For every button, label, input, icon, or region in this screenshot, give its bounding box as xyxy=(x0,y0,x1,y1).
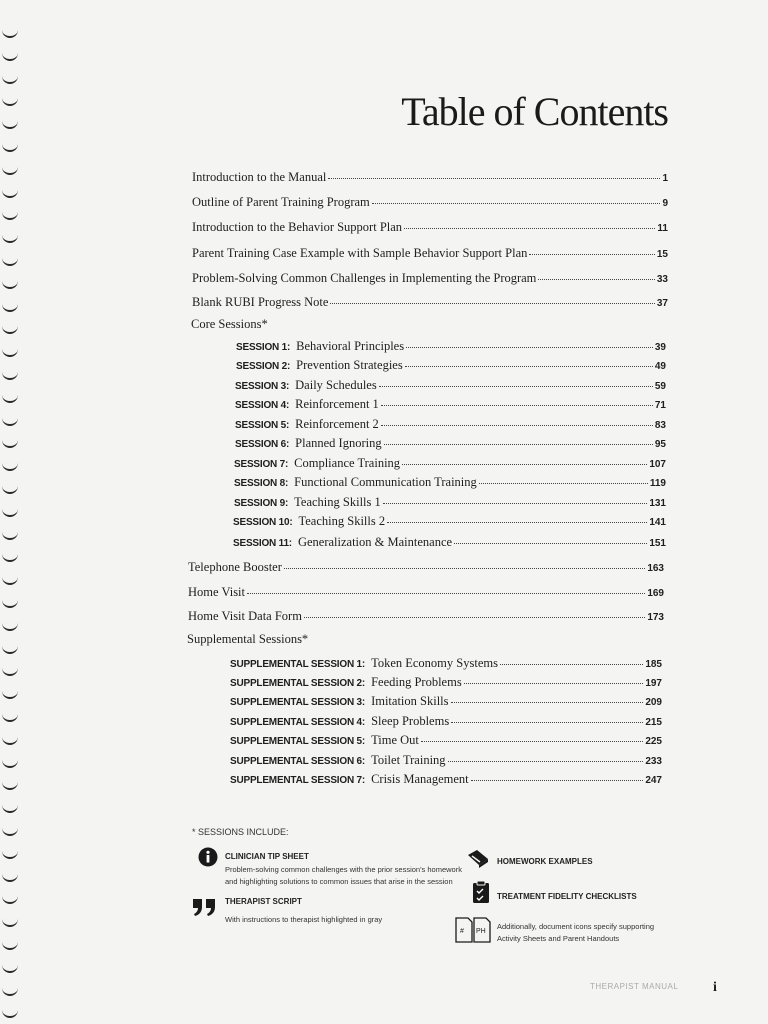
binding-ring xyxy=(2,165,18,175)
toc-entry[interactable] xyxy=(192,170,668,185)
session-number: SUPPLEMENTAL SESSION 7: xyxy=(230,775,366,786)
footer-label: THERAPIST MANUAL xyxy=(590,982,679,991)
binding-ring xyxy=(2,1008,18,1018)
binding-ring xyxy=(2,119,18,129)
core-session-entry[interactable] xyxy=(235,378,666,393)
core-session-entry[interactable] xyxy=(235,417,666,432)
supplemental-session-entry[interactable] xyxy=(230,733,662,748)
toc-entry[interactable] xyxy=(192,295,668,310)
binding-ring xyxy=(2,826,18,836)
dot-leader xyxy=(454,542,647,544)
binding-ring xyxy=(2,324,18,334)
binding-ring xyxy=(2,256,18,266)
toc-entry-label: Home Visit xyxy=(188,585,246,599)
toc-entry-label: Teaching Skills 1 xyxy=(294,495,381,509)
toc-entry-label: Home Visit Data Form xyxy=(188,609,302,623)
binding-ring xyxy=(2,507,18,517)
session-number: SESSION 10: xyxy=(233,517,293,528)
binding-ring xyxy=(2,461,18,471)
binding-ring xyxy=(2,644,18,654)
toc-entry-page: 185 xyxy=(645,659,662,670)
binding-ring xyxy=(2,416,18,426)
toc-entry[interactable] xyxy=(192,271,668,286)
toc-entry-page: 173 xyxy=(647,612,664,623)
toc-entry-page: 169 xyxy=(647,588,664,599)
toc-entry-label: Reinforcement 2 xyxy=(295,417,379,431)
dot-leader xyxy=(379,385,653,387)
binding-ring xyxy=(2,803,18,813)
homework-examples-title: HOMEWORK EXAMPLES xyxy=(497,857,593,866)
toc-entry-label: Crisis Management xyxy=(371,772,469,786)
toc-entry[interactable] xyxy=(188,585,664,600)
binding-ring xyxy=(2,872,18,882)
binding-ring xyxy=(2,438,18,448)
dot-leader xyxy=(381,424,653,426)
dot-leader xyxy=(383,502,648,504)
dot-leader xyxy=(464,682,644,684)
quote-icon xyxy=(192,897,218,917)
dot-leader xyxy=(304,616,645,618)
toc-entry-label: Compliance Training xyxy=(294,456,401,470)
toc-entry-label: Introduction to the Manual xyxy=(192,170,327,184)
binding-ring xyxy=(2,712,18,722)
toc-entry-page: 163 xyxy=(647,563,664,574)
toc-entry-page: 107 xyxy=(649,459,666,470)
session-number: SESSION 9: xyxy=(234,498,289,509)
toc-entry[interactable] xyxy=(192,220,668,235)
supplemental-session-entry[interactable] xyxy=(230,714,662,729)
core-sessions-heading: Core Sessions* xyxy=(191,317,268,331)
clinician-tip-sheet-desc-line2: and highlighting solutions to common issues that arise in the session xyxy=(225,877,453,886)
session-number: SESSION 1: xyxy=(236,342,291,353)
supplemental-sessions-heading: Supplemental Sessions* xyxy=(187,632,309,646)
toc-entry-page: 197 xyxy=(645,678,662,689)
toc-entry-label: Planned Ignoring xyxy=(295,436,382,450)
dot-leader xyxy=(448,760,644,762)
page-title: Table of Contents xyxy=(401,89,668,134)
binding-ring xyxy=(2,940,18,950)
toc-entry-label: Outline of Parent Training Program xyxy=(192,195,370,209)
supplemental-session-entry[interactable] xyxy=(230,656,662,671)
binding-ring xyxy=(2,347,18,357)
toc-entry-label: Introduction to the Behavior Support Plan xyxy=(192,220,403,234)
binding-ring xyxy=(2,279,18,289)
core-session-entry[interactable] xyxy=(236,358,666,373)
toc-entry-page: 9 xyxy=(662,198,668,209)
core-session-entry[interactable] xyxy=(235,436,666,451)
toc-entry-page: 233 xyxy=(645,756,662,767)
dot-leader xyxy=(451,721,643,723)
binding-ring xyxy=(2,484,18,494)
dot-leader xyxy=(284,567,645,569)
session-number: SESSION 4: xyxy=(235,400,290,411)
toc-entry[interactable] xyxy=(192,195,668,210)
binding-ring xyxy=(2,849,18,859)
binding-ring xyxy=(2,666,18,676)
dot-leader xyxy=(421,740,643,742)
clipboard-icon xyxy=(472,880,490,904)
toc-entry-page: 39 xyxy=(654,342,666,353)
toc-entry-page: 215 xyxy=(645,717,662,728)
session-number: SUPPLEMENTAL SESSION 4: xyxy=(230,717,366,728)
binding-ring xyxy=(2,51,18,61)
binding-ring xyxy=(2,210,18,220)
dot-leader xyxy=(500,663,643,665)
toc-entry-label: Toilet Training xyxy=(371,753,446,767)
binding-ring xyxy=(2,96,18,106)
toc-entry-label: Behavioral Principles xyxy=(296,339,405,353)
toc-entry-label: Time Out xyxy=(371,733,419,747)
toc-entry-label: Sleep Problems xyxy=(371,714,450,728)
toc-entry-page: 151 xyxy=(649,538,666,549)
core-session-entry[interactable] xyxy=(234,495,666,510)
parent-handout-icon-label: PH xyxy=(476,928,486,935)
clinician-tip-sheet-desc-line1: Problem-solving common challenges with the prior session's homework xyxy=(225,865,462,874)
dot-leader xyxy=(529,253,654,255)
toc-entry-page: 11 xyxy=(657,223,668,234)
toc-entry-page: 15 xyxy=(656,249,668,260)
session-number: SESSION 11: xyxy=(233,538,292,549)
binding-ring xyxy=(2,302,18,312)
binding-ring xyxy=(2,188,18,198)
binding-ring xyxy=(2,963,18,973)
binding-ring xyxy=(2,689,18,699)
core-session-entry[interactable] xyxy=(234,475,666,490)
dot-leader xyxy=(402,463,647,465)
dot-leader xyxy=(404,227,655,229)
dot-leader xyxy=(384,443,653,445)
session-number: SUPPLEMENTAL SESSION 2: xyxy=(230,678,366,689)
toc-entry-page: 37 xyxy=(656,298,668,309)
binding-ring xyxy=(2,621,18,631)
toc-entry-page: 33 xyxy=(656,274,668,285)
session-number: SUPPLEMENTAL SESSION 6: xyxy=(230,756,366,767)
toc-entry-label: Feeding Problems xyxy=(371,675,462,689)
binding-ring xyxy=(2,780,18,790)
binding-ring xyxy=(2,894,18,904)
session-number: SUPPLEMENTAL SESSION 5: xyxy=(230,736,366,747)
info-icon xyxy=(198,847,218,867)
dot-leader xyxy=(387,521,647,523)
binding-ring xyxy=(2,986,18,996)
session-number: SESSION 6: xyxy=(235,439,290,450)
toc-entry-page: 95 xyxy=(654,439,666,450)
dot-leader xyxy=(538,278,654,280)
session-number: SESSION 7: xyxy=(234,459,289,470)
supplemental-session-entry[interactable] xyxy=(230,675,662,690)
toc-entry-page: 247 xyxy=(645,775,662,786)
core-session-entry[interactable] xyxy=(236,339,666,354)
pencil-icon xyxy=(466,849,490,869)
binding-ring xyxy=(2,758,18,768)
page-number: i xyxy=(713,980,717,995)
toc-entry-page: 49 xyxy=(654,361,666,372)
dot-leader xyxy=(471,779,644,781)
document-icon xyxy=(454,917,494,943)
dot-leader xyxy=(328,177,660,179)
core-session-entry[interactable] xyxy=(234,456,666,471)
toc-entry-page: 131 xyxy=(649,498,666,509)
toc-entry-page: 1 xyxy=(662,173,668,184)
supplemental-session-entry[interactable] xyxy=(230,694,662,709)
supplemental-session-entry[interactable] xyxy=(230,753,662,768)
toc-entry-label: Problem-Solving Common Challenges in Implementing the Program xyxy=(192,271,537,285)
toc-entry-label: Telephone Booster xyxy=(188,560,282,574)
dot-leader xyxy=(247,592,645,594)
binding-ring xyxy=(2,233,18,243)
binding-ring xyxy=(2,142,18,152)
binding-ring xyxy=(2,552,18,562)
session-number: SESSION 2: xyxy=(236,361,291,372)
therapist-script-desc: With instructions to therapist highlighted in gray xyxy=(225,915,383,924)
toc-entry-label: Parent Training Case Example with Sample Behavior Support Plan xyxy=(192,246,528,260)
session-number: SUPPLEMENTAL SESSION 3: xyxy=(230,697,366,708)
toc-entry[interactable] xyxy=(192,246,668,261)
dot-leader xyxy=(479,482,648,484)
session-number: SESSION 3: xyxy=(235,381,290,392)
toc-entry[interactable] xyxy=(188,560,664,575)
document-icons-desc-line1: Additionally, document icons specify supporting xyxy=(497,922,655,931)
binding-ring xyxy=(2,917,18,927)
toc-entry-page: 71 xyxy=(654,400,666,411)
activity-sheet-icon-label: # xyxy=(460,928,464,935)
dot-leader xyxy=(405,365,653,367)
core-session-entry[interactable] xyxy=(233,535,666,550)
session-number: SUPPLEMENTAL SESSION 1: xyxy=(230,659,366,670)
toc-entry-label: Prevention Strategies xyxy=(296,358,403,372)
toc-entry-label: Generalization & Maintenance xyxy=(297,535,453,549)
core-session-entry[interactable] xyxy=(235,397,666,412)
binding-ring xyxy=(2,393,18,403)
binding-ring xyxy=(2,530,18,540)
toc-entry-label: Daily Schedules xyxy=(295,378,377,392)
session-number: SESSION 8: xyxy=(234,478,289,489)
binding-ring xyxy=(2,370,18,380)
binding-ring xyxy=(2,575,18,585)
supplemental-session-entry[interactable] xyxy=(230,772,662,787)
toc-entry-label: Reinforcement 1 xyxy=(295,397,379,411)
binding-ring xyxy=(2,74,18,84)
toc-entry-page: 141 xyxy=(649,517,666,528)
spiral-binding xyxy=(0,0,40,1024)
core-session-entry[interactable] xyxy=(233,514,666,529)
dot-leader xyxy=(330,302,654,304)
clinician-tip-sheet-title: CLINICIAN TIP SHEET xyxy=(225,852,309,861)
dot-leader xyxy=(381,404,653,406)
binding-ring xyxy=(2,598,18,608)
session-number: SESSION 5: xyxy=(235,420,290,431)
document-icons-desc-line2: Activity Sheets and Parent Handouts xyxy=(497,934,620,943)
toc-entry[interactable] xyxy=(188,609,664,624)
therapist-script-title: THERAPIST SCRIPT xyxy=(225,897,302,906)
legend-heading: * SESSIONS INCLUDE: xyxy=(192,827,289,837)
toc-entry-page: 209 xyxy=(645,697,662,708)
toc-entry-page: 83 xyxy=(654,420,666,431)
toc-entry-label: Imitation Skills xyxy=(371,694,449,708)
toc-entry-label: Blank RUBI Progress Note xyxy=(192,295,329,309)
binding-ring xyxy=(2,28,18,38)
toc-entry-label: Teaching Skills 2 xyxy=(298,514,386,528)
binding-ring xyxy=(2,735,18,745)
toc-entry-page: 119 xyxy=(649,478,666,489)
toc-entry-page: 59 xyxy=(654,381,666,392)
toc-entry-page: 225 xyxy=(645,736,662,747)
treatment-fidelity-checklists-title: TREATMENT FIDELITY CHECKLISTS xyxy=(497,892,637,901)
dot-leader xyxy=(372,202,661,204)
dot-leader xyxy=(451,701,644,703)
toc-entry-label: Functional Communication Training xyxy=(294,475,477,489)
dot-leader xyxy=(406,346,653,348)
toc-entry-label: Token Economy Systems xyxy=(371,656,498,670)
